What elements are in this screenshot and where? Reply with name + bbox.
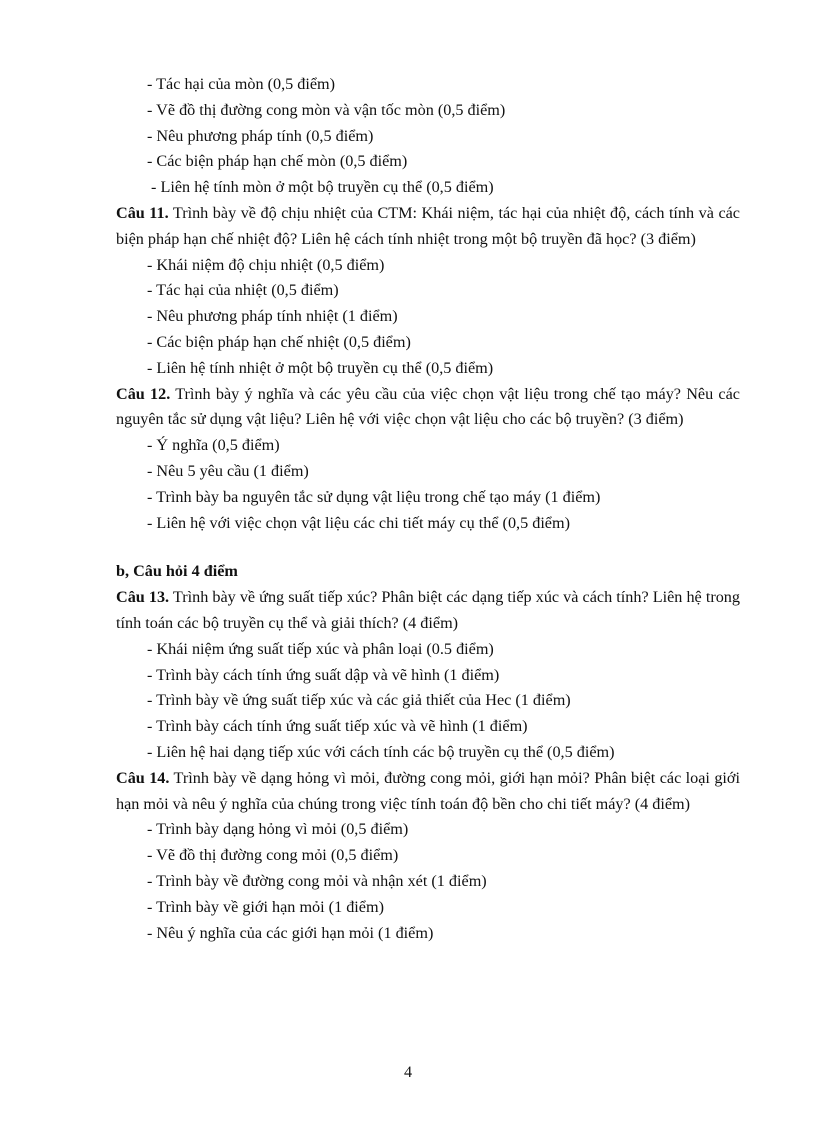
intro-bullet-1: - Tác hại của mòn (0,5 điểm) — [147, 75, 336, 93]
document-body — [116, 72, 740, 946]
question-12-text: Trình bày ý nghĩa và các yêu cầu của việc chọn vật liệu trong chế tạo máy? Nêu các nguyên tắc sử dụng vật liệu? Liên hệ với việc chọn vật liệu cho các bộ truyền? (3 điểm) — [116, 384, 740, 429]
q11-bullet-4: - Các biện pháp hạn chế nhiệt (0,5 điểm) — [147, 332, 411, 351]
q13-bullet-3: - Trình bày về ứng suất tiếp xúc và các giả thiết của Hec (1 điểm) — [147, 691, 571, 710]
question-11-text: Trình bày về độ chịu nhiệt của CTM: Khái niệm, tác hại của nhiệt độ, cách tính và các biện pháp hạn chế nhiệt độ? Liên hệ cách tính nhiệt trong một bộ truyền đã học? (3 điểm) — [116, 203, 740, 248]
question-11 — [116, 201, 740, 253]
q14-bullet-3: - Trình bày về đường cong mỏi và nhận xét (1 điểm) — [147, 871, 487, 890]
q14-bullet-1: - Trình bày dạng hỏng vì mỏi (0,5 điểm) — [147, 820, 409, 839]
q14-bullet-5: - Nêu ý nghĩa của các giới hạn mỏi (1 điểm) — [147, 923, 434, 942]
q11-bullet-2: - Tác hại của nhiệt (0,5 điểm) — [147, 281, 339, 300]
q14-bullet-2: - Vẽ đồ thị đường cong mỏi (0,5 điểm) — [147, 846, 399, 865]
page-number: 4 — [403, 1063, 413, 1081]
q13-bullet-2: - Trình bày cách tính ứng suất dập và vẽ hình (1 điểm) — [147, 665, 500, 684]
q11-bullet-3: - Nêu phương pháp tính nhiệt (1 điểm) — [147, 307, 398, 326]
question-14-label: Câu 14. — [116, 768, 170, 787]
question-14-text: Trình bày về dạng hỏng vì mỏi, đường cong mỏi, giới hạn mỏi? Phân biệt các loại giới hạn mỏi và nêu ý nghĩa của chúng trong việc tính toán độ bền cho chi tiết máy? (4 điểm) — [116, 768, 740, 813]
q13-bullet-5: - Liên hệ hai dạng tiếp xúc với cách tính các bộ truyền cụ thể (0,5 điểm) — [147, 742, 615, 761]
q13-bullet-1: - Khái niệm ứng suất tiếp xúc và phân loại (0.5 điểm) — [147, 639, 494, 658]
q11-bullet-5: - Liên hệ tính nhiệt ở một bộ truyền cụ thể (0,5 điểm) — [147, 358, 494, 377]
question-13-label: Câu 13. — [116, 588, 170, 607]
q13-bullet-4: - Trình bày cách tính ứng suất tiếp xúc và vẽ hình (1 điểm) — [147, 717, 528, 736]
question-12-label: Câu 12. — [116, 384, 171, 403]
q14-bullet-4: - Trình bày về giới hạn mỏi (1 điểm) — [147, 897, 384, 916]
question-12 — [116, 382, 740, 434]
q12-bullet-4: - Liên hệ với việc chọn vật liệu các chi tiết máy cụ thể (0,5 điểm) — [147, 513, 570, 532]
intro-bullet-5: - Liên hệ tính mòn ở một bộ truyền cụ thể (0,5 điểm) — [147, 178, 494, 197]
q12-bullet-2: - Nêu 5 yêu cầu (1 điểm) — [147, 461, 309, 480]
intro-bullet-4: - Các biện pháp hạn chế mòn (0,5 điểm) — [147, 152, 408, 171]
intro-bullet-2: - Vẽ đồ thị đường cong mòn và vận tốc mòn (0,5 điểm) — [147, 100, 506, 119]
q12-bullet-1: - Ý nghĩa (0,5 điểm) — [147, 436, 280, 455]
question-11-label: Câu 11. — [116, 203, 169, 222]
section-b-heading: b, Câu hỏi 4 điểm — [116, 562, 238, 581]
intro-bullet-3: - Nêu phương pháp tính (0,5 điểm) — [147, 126, 374, 145]
question-13-text: Trình bày về ứng suất tiếp xúc? Phân biệt các dạng tiếp xúc và cách tính? Liên hệ trong tính toán các bộ truyền cụ thể và giải thích? (4 điểm) — [116, 588, 740, 632]
q11-bullet-1: - Khái niệm độ chịu nhiệt (0,5 điểm) — [147, 255, 385, 274]
question-14 — [116, 766, 740, 818]
q12-bullet-3: - Trình bày ba nguyên tắc sử dụng vật liệu trong chế tạo máy (1 điểm) — [147, 487, 601, 506]
question-13 — [116, 585, 740, 637]
